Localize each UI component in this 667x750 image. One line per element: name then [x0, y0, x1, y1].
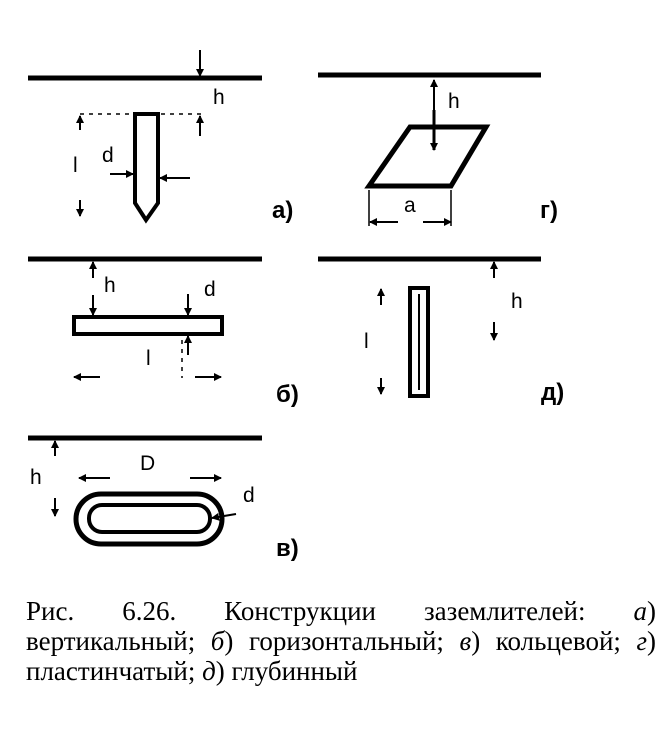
dim-l: l [73, 154, 78, 177]
panel-label-g: г) [540, 197, 558, 224]
caption-item-d [202, 656, 225, 686]
dim-h: h [30, 466, 42, 489]
caption-letter: б [210, 626, 225, 656]
dim-l: l [146, 347, 151, 370]
horizontal-electrode [74, 317, 222, 334]
panel-label-v: в) [276, 535, 299, 562]
dim-h: h [213, 86, 225, 109]
caption-item-text: ) кольцевой; [471, 626, 621, 656]
dim-d: d [243, 484, 255, 507]
caption-item-v [460, 626, 621, 656]
caption-item-text: ) вертикальный; [26, 596, 656, 656]
dim-h: h [511, 290, 523, 313]
figure-caption [26, 596, 656, 686]
caption-letter: д [202, 656, 216, 686]
ring-electrode-inner [89, 505, 210, 532]
caption-item-text: ) [215, 656, 225, 686]
dim-l: l [364, 330, 369, 353]
caption-letter: в [459, 626, 472, 656]
caption-item-b [211, 626, 444, 656]
dim-a: a [404, 194, 416, 217]
caption-item-text: ) пластинчатый; [26, 626, 657, 686]
panel-b-horizontal [28, 259, 299, 408]
dim-h: h [448, 90, 460, 113]
caption-tail: глубинный [231, 656, 358, 686]
panel-a-vertical [28, 50, 293, 224]
caption-title: Рис. 6.26. Конструкции заземлителей: [26, 596, 586, 626]
panel-label-b: б) [276, 381, 299, 408]
dim-D: D [140, 452, 156, 475]
panel-v-ring [28, 438, 299, 562]
dim-h: h [104, 274, 116, 297]
vertical-electrode [135, 114, 158, 220]
caption-letter: а [633, 596, 647, 626]
panel-label-a: а) [272, 197, 294, 224]
caption-item-text: ) горизонтальный; [224, 626, 444, 656]
caption-letter: г [636, 626, 648, 656]
panel-label-d: д) [541, 379, 565, 406]
dim-d: d [204, 278, 216, 301]
panel-g-plate [318, 75, 558, 226]
plate-electrode [369, 127, 486, 186]
dim-d: d [102, 144, 114, 167]
panel-d-deep [318, 259, 564, 406]
